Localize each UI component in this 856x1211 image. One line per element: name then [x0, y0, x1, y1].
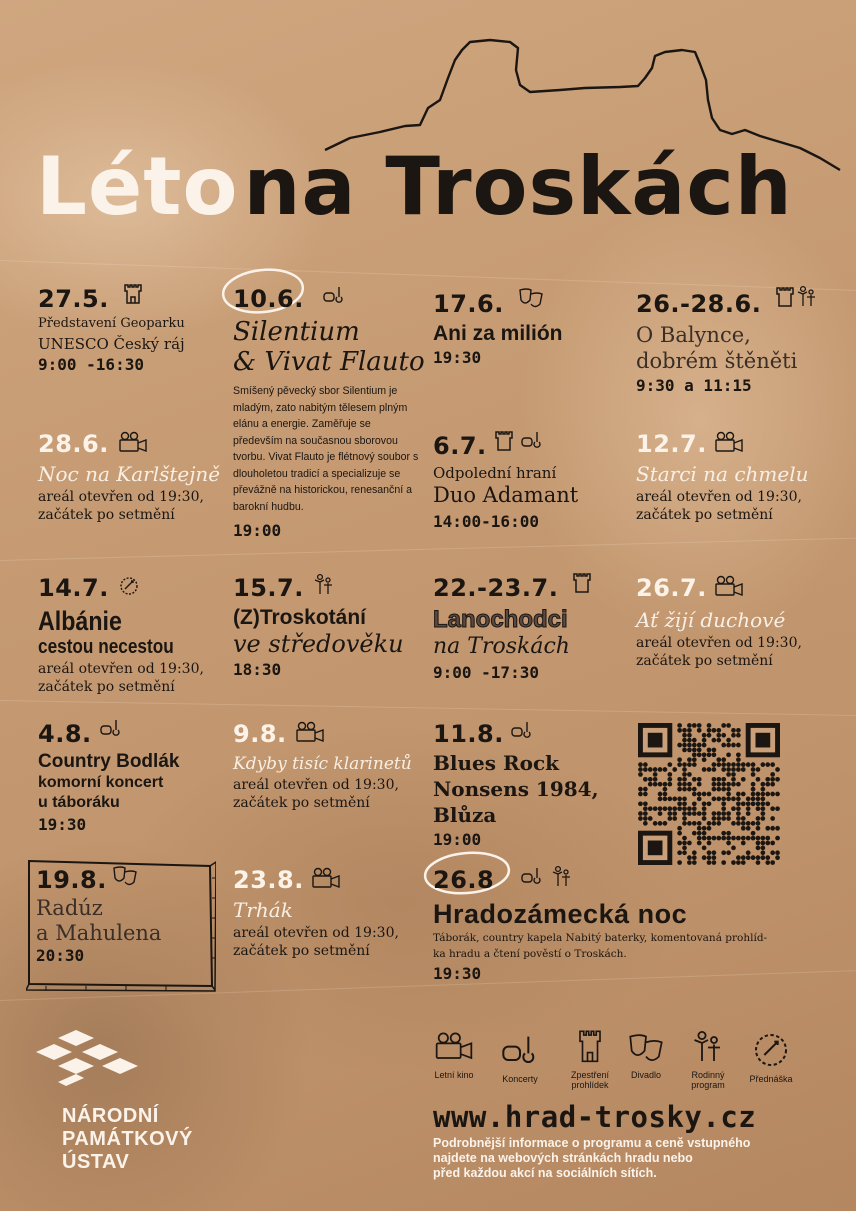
info-line: najdete na webových stránkách hradu nebo — [433, 1151, 693, 1165]
event-title: Country Bodlák — [38, 751, 180, 772]
theatre-masks-icon — [517, 286, 545, 310]
event-title: & Vivat Flauto — [233, 347, 425, 377]
event-10-6 — [233, 285, 423, 540]
film-camera-icon — [434, 1030, 474, 1062]
event-22-23-7 — [433, 574, 570, 682]
event-line: Představení Geoparku — [38, 316, 185, 331]
event-title: Blůza — [433, 803, 497, 827]
event-title: Blues Rock — [433, 751, 559, 775]
legend-label: Zpestření prohlídek — [570, 1070, 610, 1090]
event-description: Táborák, country kapela Nabitý baterky, komentovaná prohlíd- — [433, 932, 768, 944]
event-title: a Mahulena — [36, 921, 162, 945]
lecture-icon — [751, 1030, 791, 1070]
event-time: 19:30 — [433, 964, 482, 983]
event-line: začátek po setmění — [636, 653, 773, 669]
event-date: 14.7. — [38, 574, 109, 602]
event-time: 9:00 -17:30 — [433, 663, 539, 682]
lecture-icon — [116, 574, 142, 598]
tower-icon — [120, 281, 146, 305]
family-icon — [549, 864, 575, 888]
event-line: areál otevřen od 19:30, — [38, 661, 204, 677]
poster-title — [36, 140, 793, 233]
event-title: Radúz — [36, 896, 103, 920]
event-17-6 — [433, 290, 563, 367]
event-line: areál otevřen od 19:30, — [636, 489, 802, 505]
info-text — [433, 1136, 750, 1181]
film-camera-icon — [311, 866, 341, 890]
event-line: UNESCO Český ráj — [38, 335, 185, 353]
event-line: areál otevřen od 19:30, — [636, 635, 802, 651]
event-title: Silentium — [233, 317, 360, 347]
theatre-masks-icon — [110, 864, 140, 888]
legend — [432, 1030, 812, 1100]
npu-logo-text — [62, 1105, 193, 1174]
event-23-8 — [233, 866, 399, 960]
event-title: Duo Adamant — [433, 483, 579, 507]
event-date: 26.7. — [636, 574, 707, 602]
logo-line: NÁRODNÍ — [62, 1105, 159, 1127]
guitar-drum-icon — [509, 718, 535, 742]
event-date: 23.8. — [233, 866, 304, 894]
event-subtitle: Odpolední hraní — [433, 464, 557, 482]
legend-label: Rodinný program — [691, 1070, 725, 1090]
event-27-5 — [38, 285, 185, 374]
event-9-8 — [233, 720, 412, 812]
event-26-7 — [636, 574, 802, 670]
event-date: 22.-23.7. — [433, 574, 559, 602]
event-title: Albánie — [38, 606, 122, 636]
guitar-drum-icon — [519, 864, 545, 888]
event-time: 20:30 — [36, 946, 85, 965]
legend-label: Koncerty — [502, 1074, 538, 1084]
legend-item — [496, 1030, 544, 1084]
qr-code[interactable] — [638, 723, 780, 865]
event-date: 28.6. — [38, 430, 109, 458]
event-date: 11.8. — [433, 720, 504, 748]
event-date: 26.-28.6. — [636, 290, 762, 318]
event-line: začátek po setmění — [38, 679, 175, 695]
legend-item — [746, 1030, 796, 1084]
event-title: Lanochodci — [433, 606, 568, 633]
event-date: 9.8. — [233, 720, 287, 748]
info-line: před každou akcí na sociálních sítích. — [433, 1166, 657, 1180]
event-title: Nonsens 1984, — [433, 777, 599, 801]
event-title: cestou necestou — [38, 636, 174, 658]
legend-label: Letní kino — [434, 1070, 474, 1080]
event-line: začátek po setmění — [38, 507, 175, 523]
event-line: začátek po setmění — [233, 795, 370, 811]
title-part2: na Troskách — [243, 140, 793, 233]
title-part1: Léto — [36, 140, 239, 233]
theatre-masks-icon — [626, 1030, 666, 1066]
film-camera-icon — [295, 720, 325, 744]
event-line: areál otevřen od 19:30, — [38, 489, 204, 505]
event-19-8-frame — [26, 858, 212, 988]
event-date: 6.7. — [433, 432, 487, 460]
event-11-8 — [433, 720, 599, 849]
npu-logo-mark — [36, 1030, 140, 1094]
tower-icon — [491, 428, 517, 452]
tower-icon — [575, 1024, 605, 1066]
event-subtitle: ve středověku — [233, 630, 404, 658]
event-time: 19:30 — [38, 815, 87, 834]
event-subtitle: na Troskách — [433, 634, 570, 659]
event-time: 9:30 a 11:15 — [636, 376, 752, 395]
event-line: začátek po setmění — [233, 943, 370, 959]
event-time: 19:00 — [433, 830, 482, 849]
family-icon — [311, 572, 337, 596]
event-title: komorní koncert — [38, 774, 164, 791]
guitar-drum-icon — [500, 1030, 540, 1070]
event-time: 19:30 — [433, 348, 482, 367]
event-6-7 — [433, 432, 578, 531]
event-title: Noc na Karlštejně — [38, 462, 221, 486]
website-link[interactable]: www.hrad-trosky.cz — [433, 1100, 757, 1134]
event-time: 18:30 — [233, 660, 282, 679]
logo-line: PAMÁTKOVÝ — [62, 1128, 193, 1150]
event-title: u táboráku — [38, 794, 120, 811]
event-date: 26.8 — [433, 866, 495, 894]
guitar-drum-icon — [519, 428, 545, 452]
event-28-6 — [38, 430, 220, 524]
event-title: (Z)Troskotání — [233, 606, 367, 629]
event-date: 15.7. — [233, 574, 304, 602]
guitar-drum-icon — [321, 283, 347, 307]
event-time: 9:00 -16:30 — [38, 355, 144, 374]
event-date: 12.7. — [636, 430, 707, 458]
event-12-7 — [636, 430, 809, 524]
legend-label: Divadlo — [630, 1070, 661, 1080]
family-icon — [794, 284, 820, 308]
event-date: 27.5. — [38, 285, 109, 313]
event-title: O Balynce, — [636, 323, 751, 347]
event-title: Kdyby tisíc klarinetů — [233, 754, 412, 774]
event-description: Smíšený pěvecký sbor Silentium je mladým, zato nabitým tělesem plným elánu a energie. Zaměřuje se především na současnou sborovou tvorbu. Vivat Flauto je flétnový soubor s dlouholetou tradicí a specializuje se převážně na historickou, renesanční a barokní hudbu. — [233, 385, 419, 513]
event-title: Trhák — [233, 898, 293, 922]
event-date: 4.8. — [38, 720, 92, 748]
legend-item — [562, 1024, 618, 1090]
legend-label: Přednáška — [749, 1074, 793, 1084]
event-26-28-6 — [636, 290, 797, 395]
event-title: Hradozámecká noc — [433, 899, 688, 929]
event-line: areál otevřen od 19:30, — [233, 925, 399, 941]
event-date: 19.8. — [36, 866, 107, 894]
legend-item — [622, 1030, 670, 1080]
event-description: ka hradu a čtení pověstí o Troskách. — [433, 948, 627, 960]
event-title: Ani za milión — [433, 322, 563, 345]
event-time: 19:00 — [233, 521, 282, 540]
event-4-8 — [38, 720, 179, 834]
family-icon — [690, 1026, 726, 1066]
event-14-7 — [38, 574, 204, 696]
event-date: 17.6. — [433, 290, 504, 318]
tower-icon — [569, 570, 595, 594]
legend-item — [432, 1030, 476, 1080]
film-camera-icon — [118, 430, 148, 454]
event-date: 10.6. — [233, 285, 304, 313]
info-line: Podrobnější informace o programu a ceně vstupného — [433, 1136, 751, 1150]
event-15-7 — [233, 574, 404, 679]
event-title: Starci na chmelu — [636, 462, 809, 486]
event-title: Ať žijí duchové — [636, 608, 786, 632]
event-title: dobrém štěněti — [636, 349, 798, 373]
guitar-drum-icon — [98, 716, 124, 740]
film-camera-icon — [714, 430, 744, 454]
event-line: areál otevřen od 19:30, — [233, 777, 399, 793]
event-26-8 — [433, 866, 767, 983]
event-line: začátek po setmění — [636, 507, 773, 523]
legend-item — [682, 1026, 734, 1090]
film-camera-icon — [714, 574, 744, 598]
event-time: 14:00-16:00 — [433, 512, 539, 531]
logo-line: ÚSTAV — [62, 1151, 130, 1173]
